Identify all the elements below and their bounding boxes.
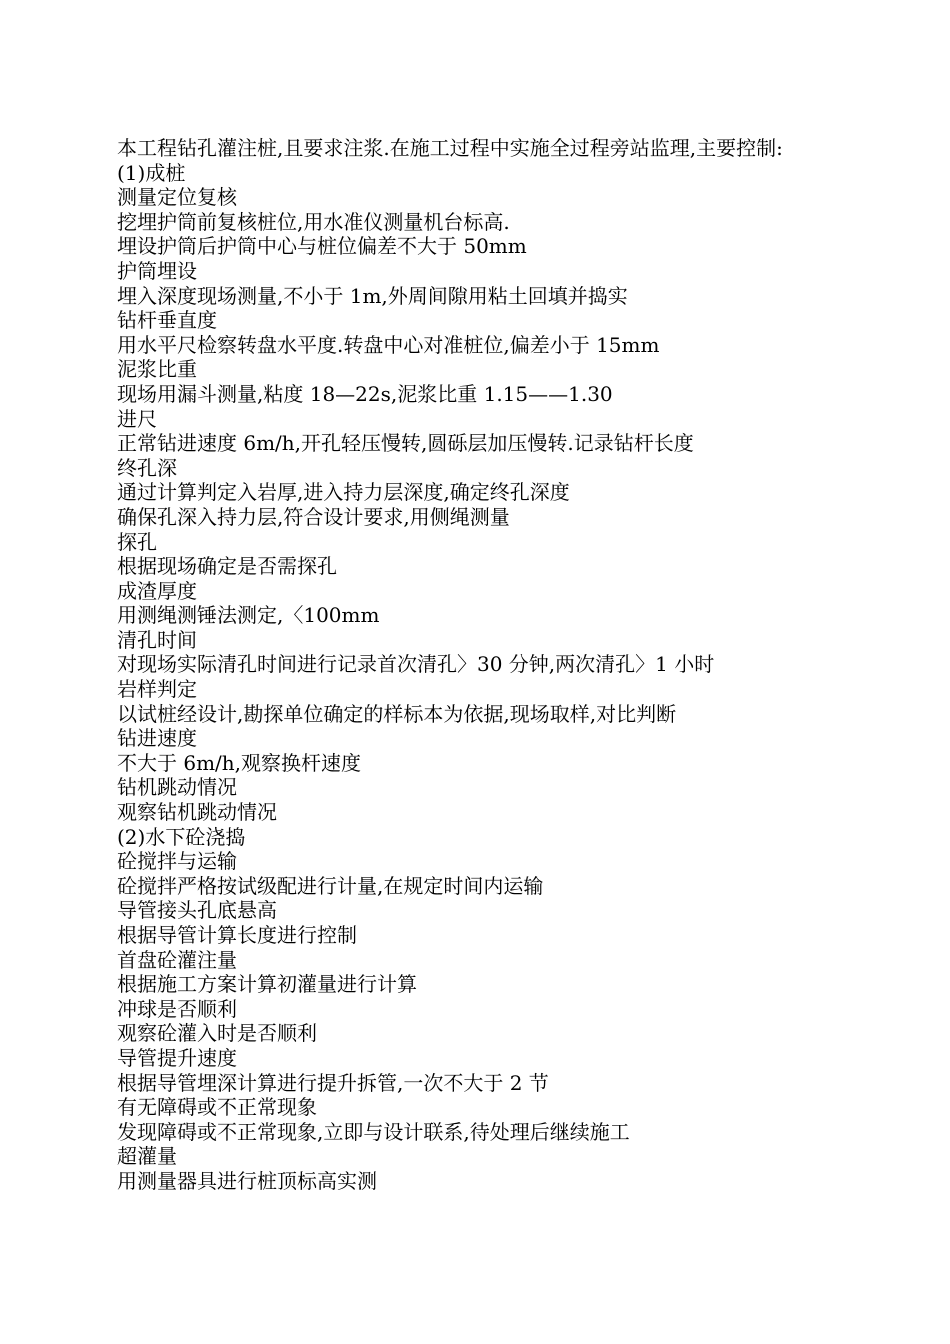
text-line: 用水平尺检察转盘水平度.转盘中心对准桩位,偏差小于 15mm <box>117 332 660 357</box>
text-line: 冲球是否顺利 <box>117 996 237 1021</box>
text-line: 钻机跳动情况 <box>117 775 237 800</box>
text-line: 终孔深 <box>117 455 177 480</box>
text-line: 根据施工方案计算初灌量进行计算 <box>117 972 417 997</box>
text-line: 根据导管计算长度进行控制 <box>117 923 357 947</box>
text-line: 观察砼灌入时是否顺利 <box>117 1021 317 1046</box>
text-line: 成渣厚度 <box>117 578 197 603</box>
text-line: 确保孔深入持力层,符合设计要求,用侧绳测量 <box>117 504 510 529</box>
text-line: 清孔时间 <box>117 627 197 652</box>
text-line: 不大于 6m/h,观察换杆速度 <box>117 750 362 775</box>
text-line: 用测量器具进行桩顶标高实测 <box>117 1168 377 1193</box>
text-line: 埋入深度现场测量,不小于 1m,外周间隙用粘土回填并捣实 <box>117 283 628 308</box>
text-line: 探孔 <box>117 529 157 554</box>
text-line: 岩样判定 <box>117 677 197 702</box>
text-line: 钻杆垂直度 <box>117 308 217 333</box>
text-line: 以试桩经设计,勘探单位确定的样标本为依据,现场取样,对比判断 <box>117 701 677 726</box>
text-line: 有无障碍或不正常现象 <box>117 1095 317 1120</box>
section-heading-underwater-concrete: (2)水下砼浇捣 <box>117 824 246 849</box>
text-line: 砼搅拌严格按试级配进行计量,在规定时间内运输 <box>117 873 544 898</box>
text-line: 护筒埋设 <box>117 258 197 283</box>
document-body <box>117 136 837 1194</box>
text-line: 导管提升速度 <box>117 1045 237 1070</box>
section-heading-pile-forming: (1)成桩 <box>117 160 186 185</box>
text-line: 用测绳测锤法测定,〈100mm <box>117 603 380 628</box>
text-line: 发现障碍或不正常现象,立即与设计联系,待处理后继续施工 <box>117 1119 630 1144</box>
text-line: 埋设护筒后护筒中心与桩位偏差不大于 50mm <box>117 234 527 259</box>
text-line: 挖埋护筒前复核桩位,用水准仪测量机台标高. <box>117 209 510 234</box>
text-line: 钻进速度 <box>117 726 197 751</box>
text-line: 根据导管埋深计算进行提升拆管,一次不大于 2 节 <box>117 1070 549 1095</box>
text-line: 首盘砼灌注量 <box>117 947 237 972</box>
text-line: 砼搅拌与运输 <box>117 849 237 874</box>
text-line: 导管接头孔底悬高 <box>117 898 277 923</box>
text-line: 通过计算判定入岩厚,进入持力层深度,确定终孔深度 <box>117 480 570 505</box>
text-line: 根据现场确定是否需探孔 <box>117 554 337 579</box>
text-line: 超灌量 <box>117 1144 177 1169</box>
intro-paragraph: 本工程钻孔灌注桩,且要求注浆.在施工过程中实施全过程旁站监理,主要控制: <box>117 136 783 160</box>
text-line: 测量定位复核 <box>117 185 237 210</box>
text-line: 进尺 <box>117 406 157 431</box>
text-line: 观察钻机跳动情况 <box>117 800 277 825</box>
text-line: 正常钻进速度 6m/h,开孔轻压慢转,圆砾层加压慢转.记录钻杆长度 <box>117 431 694 456</box>
text-line: 现场用漏斗测量,粘度 18—22s,泥浆比重 1.15——1.30 <box>117 381 613 406</box>
text-line: 对现场实际清孔时间进行记录首次清孔〉30 分钟,两次清孔〉1 小时 <box>117 652 715 677</box>
text-line: 泥浆比重 <box>117 357 197 382</box>
